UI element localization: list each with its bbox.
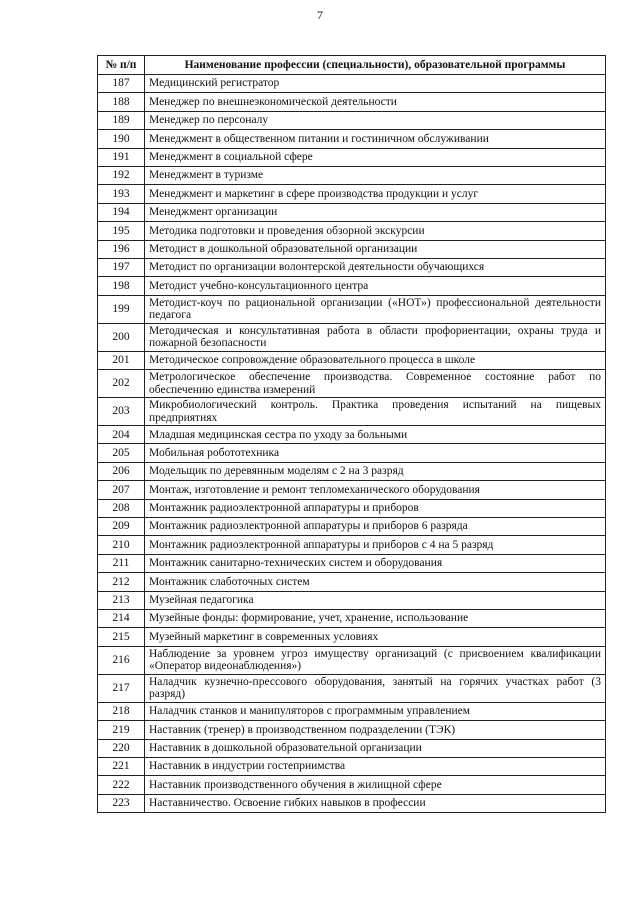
table-row [98, 166, 606, 184]
program-name: Наставник производственного обучения в жилищной сфере [145, 776, 606, 794]
row-number: 190 [98, 130, 145, 148]
table-row [98, 203, 606, 221]
table-row [98, 222, 606, 240]
program-name: Менеджер по внешнеэкономической деятельности [145, 93, 606, 111]
program-name: Музейные фонды: формирование, учет, хранение, использование [145, 609, 606, 627]
row-number: 193 [98, 185, 145, 203]
row-number: 204 [98, 426, 145, 444]
table-row [98, 609, 606, 627]
table-row [98, 702, 606, 720]
program-name: Монтаж, изготовление и ремонт тепломеханического оборудования [145, 481, 606, 499]
table-row [98, 398, 606, 426]
program-name: Мобильная робототехника [145, 444, 606, 462]
row-number: 208 [98, 499, 145, 517]
row-number: 223 [98, 794, 145, 812]
program-name: Наладчик станков и манипуляторов с программным управлением [145, 702, 606, 720]
program-name: Методист учебно-консультационного центра [145, 277, 606, 295]
program-name: Менеджмент в социальной сфере [145, 148, 606, 166]
row-number: 216 [98, 646, 145, 674]
table-row [98, 323, 606, 351]
table-row [98, 277, 606, 295]
table-body [98, 75, 606, 813]
table-row [98, 794, 606, 812]
program-name: Монтажник радиоэлектронной аппаратуры и приборов с 4 на 5 разряд [145, 536, 606, 554]
row-number: 189 [98, 111, 145, 129]
row-number: 215 [98, 628, 145, 646]
row-number: 212 [98, 573, 145, 591]
program-name: Музейная педагогика [145, 591, 606, 609]
row-number: 200 [98, 323, 145, 351]
row-number: 205 [98, 444, 145, 462]
table-row [98, 240, 606, 258]
row-number: 222 [98, 776, 145, 794]
column-header-name: Наименование профессии (специальности), образовательной программы [145, 56, 606, 75]
row-number: 187 [98, 75, 145, 93]
program-name: Наставник в индустрии гостеприимства [145, 757, 606, 775]
table-row [98, 258, 606, 276]
row-number: 195 [98, 222, 145, 240]
row-number: 202 [98, 370, 145, 398]
table-row [98, 776, 606, 794]
table-row [98, 444, 606, 462]
program-name: Наставник (тренер) в производственном подразделении (ТЭК) [145, 721, 606, 739]
row-number: 192 [98, 166, 145, 184]
row-number: 221 [98, 757, 145, 775]
table-row [98, 646, 606, 674]
table-row [98, 111, 606, 129]
row-number: 213 [98, 591, 145, 609]
row-number: 198 [98, 277, 145, 295]
row-number: 199 [98, 295, 145, 323]
table-row [98, 591, 606, 609]
program-name: Микробиологический контроль. Практика проведения испытаний на пищевых предприятиях [145, 398, 606, 426]
program-name: Менеджмент и маркетинг в сфере производства продукции и услуг [145, 185, 606, 203]
row-number: 214 [98, 609, 145, 627]
row-number: 188 [98, 93, 145, 111]
professions-table [97, 55, 606, 813]
table-row [98, 148, 606, 166]
table-row [98, 554, 606, 572]
table-row [98, 185, 606, 203]
table-row [98, 674, 606, 702]
program-name: Наблюдение за уровнем угроз имуществу организаций (с присвоением квалификации «Оператор видеонаблюдения») [145, 646, 606, 674]
table-row [98, 481, 606, 499]
table-row [98, 462, 606, 480]
program-name: Монтажник радиоэлектронной аппаратуры и приборов [145, 499, 606, 517]
table-row [98, 518, 606, 536]
table-row [98, 573, 606, 591]
row-number: 219 [98, 721, 145, 739]
table-row [98, 536, 606, 554]
row-number: 218 [98, 702, 145, 720]
row-number: 207 [98, 481, 145, 499]
row-number: 211 [98, 554, 145, 572]
table-row [98, 757, 606, 775]
table-row [98, 628, 606, 646]
program-name: Методическая и консультативная работа в области профориентации, охраны труда и пожарной безопасности [145, 323, 606, 351]
table-row [98, 130, 606, 148]
program-name: Методика подготовки и проведения обзорной экскурсии [145, 222, 606, 240]
page-number: 7 [317, 8, 323, 22]
row-number: 210 [98, 536, 145, 554]
row-number: 201 [98, 351, 145, 369]
program-name: Методическое сопровождение образовательного процесса в школе [145, 351, 606, 369]
program-name: Наставник в дошкольной образовательной организации [145, 739, 606, 757]
row-number: 220 [98, 739, 145, 757]
program-name: Методист в дошкольной образовательной организации [145, 240, 606, 258]
row-number: 217 [98, 674, 145, 702]
row-number: 206 [98, 462, 145, 480]
row-number: 191 [98, 148, 145, 166]
program-name: Менеджмент в общественном питании и гостиничном обслуживании [145, 130, 606, 148]
program-name: Менеджмент в туризме [145, 166, 606, 184]
row-number: 203 [98, 398, 145, 426]
program-name: Менеджмент организации [145, 203, 606, 221]
program-name: Методист-коуч по рациональной организации («НОТ») профессиональной деятельности педагога [145, 295, 606, 323]
table-row [98, 426, 606, 444]
table-row [98, 499, 606, 517]
program-name: Менеджер по персоналу [145, 111, 606, 129]
table-row [98, 75, 606, 93]
table-row [98, 295, 606, 323]
row-number: 197 [98, 258, 145, 276]
program-name: Методист по организации волонтерской деятельности обучающихся [145, 258, 606, 276]
program-name: Монтажник санитарно-технических систем и оборудования [145, 554, 606, 572]
program-name: Монтажник радиоэлектронной аппаратуры и приборов 6 разряда [145, 518, 606, 536]
program-name: Монтажник слаботочных систем [145, 573, 606, 591]
table-row [98, 739, 606, 757]
program-name: Младшая медицинская сестра по уходу за больными [145, 426, 606, 444]
column-header-number: № п/п [98, 56, 145, 75]
row-number: 209 [98, 518, 145, 536]
program-name: Метрологическое обеспечение производства. Современное состояние работ по обеспечению единства измерений [145, 370, 606, 398]
program-name: Наладчик кузнечно-прессового оборудования, занятый на горячих участках работ (3 разряд) [145, 674, 606, 702]
program-name: Медицинский регистратор [145, 75, 606, 93]
program-name: Музейный маркетинг в современных условиях [145, 628, 606, 646]
row-number: 194 [98, 203, 145, 221]
program-name: Наставничество. Освоение гибких навыков в профессии [145, 794, 606, 812]
table-header-row [98, 56, 606, 75]
table-row [98, 351, 606, 369]
table-row [98, 721, 606, 739]
table-row [98, 93, 606, 111]
row-number: 196 [98, 240, 145, 258]
program-name: Модельщик по деревянным моделям с 2 на 3 разряд [145, 462, 606, 480]
table-row [98, 370, 606, 398]
